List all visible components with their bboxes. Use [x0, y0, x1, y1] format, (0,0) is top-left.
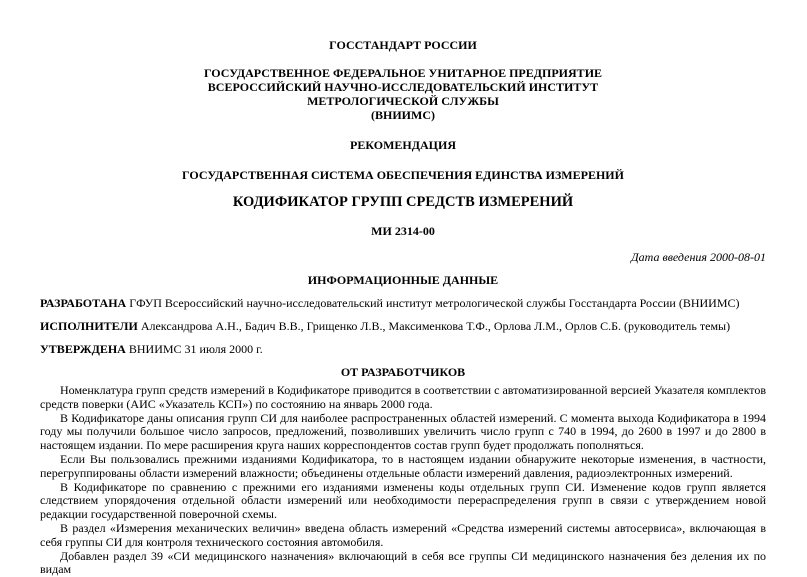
developed-text: ГФУП Всероссийский научно-исследовательский институт метрологической службы Госстандарта России (ВНИИМС) [126, 296, 740, 310]
approved-label: УТВЕРЖДЕНА [40, 342, 126, 356]
institute-line: ГОСУДАРСТВЕННОЕ ФЕДЕРАЛЬНОЕ УНИТАРНОЕ ПРЕДПРИЯТИЕ [203, 66, 603, 80]
document-code: МИ 2314-00 [371, 224, 435, 238]
developers-heading: ОТ РАЗРАБОТЧИКОВ [340, 365, 466, 379]
introduction-date: Дата введения 2000-08-01 [631, 250, 766, 264]
system-name: ГОСУДАРСТВЕННАЯ СИСТЕМА ОБЕСПЕЧЕНИЯ ЕДИНСТВА ИЗМЕРЕНИЙ [182, 168, 624, 182]
developed-by [40, 296, 766, 310]
paragraph: Номенклатура групп средств измерений в Кодификаторе приводится в соответствии с автоматизированной версией Указателя комплектов средств поверки (АИС «Указатель КСП») по состоянию на январь 2000 года. [40, 383, 766, 411]
paragraph: Если Вы пользовались прежними изданиями Кодификатора, то в настоящем издании обнаружите некоторые изменения, в частности, перегруппированы области измерений влажности; объединены отдельные области измерений давления, радиоэлектронных измерений. [40, 451, 766, 480]
institute-line: МЕТРОЛОГИЧЕСКОЙ СЛУЖБЫ [307, 94, 499, 108]
approved-by [40, 342, 766, 356]
agency-name: ГОССТАНДАРТ РОССИИ [329, 38, 477, 52]
institute-block [40, 66, 766, 122]
approved-text: ВНИИМС 31 июля 2000 г. [125, 342, 263, 356]
institute-line: ВСЕРОССИЙСКИЙ НАУЧНО-ИССЛЕДОВАТЕЛЬСКИЙ ИНСТИТУТ [207, 80, 599, 94]
document-type: РЕКОМЕНДАЦИЯ [350, 138, 456, 152]
developed-label: РАЗРАБОТАНА [40, 296, 127, 310]
institute-abbreviation: (ВНИИМС) [371, 108, 435, 122]
executors [40, 319, 766, 333]
paragraph: В Кодификаторе по сравнению с прежними его изданиями изменены коды отдельных групп СИ. Изменение кодов групп является следствием упорядочения отдельной области измерений или необходимости перераспределения групп в связи с утверждением новой редакции государственной поверочной схемы. [40, 479, 766, 522]
document-title: КОДИФИКАТОР ГРУПП СРЕДСТВ ИЗМЕРЕНИЙ [232, 194, 574, 210]
executors-label: ИСПОЛНИТЕЛИ [40, 319, 138, 333]
document-page [40, 0, 766, 577]
executors-text: Александрова А.Н., Бадич В.В., Грищенко Л.В., Максименкова Т.Ф., Орлова Л.М., Орлов С.Б. (руководитель темы) [137, 319, 731, 333]
paragraph: В Кодификаторе даны описания групп СИ для наиболее распространенных областей измерений. С момента выхода Кодификатора в 1994 году мы получили большое число запросов, предложений, позволивших увеличить число групп с 740 в 1994, до 2600 в 1997 и до 2800 в настоящем издании. По мере расширения круга наших корреспондентов состав групп будет продолжать пополняться. [40, 410, 766, 453]
paragraph: Добавлен раздел 39 «СИ медицинского назначения» включающий в себя все группы СИ медицинского назначения без деления их по видам [40, 548, 766, 577]
paragraph: В раздел «Измерения механических величин» введена область измерений «Средства измерений системы автосервиса», включающая в себя группы СИ для контроля технического состояния автомобиля. [40, 520, 766, 549]
info-heading: ИНФОРМАЦИОННЫЕ ДАННЫЕ [307, 273, 499, 287]
